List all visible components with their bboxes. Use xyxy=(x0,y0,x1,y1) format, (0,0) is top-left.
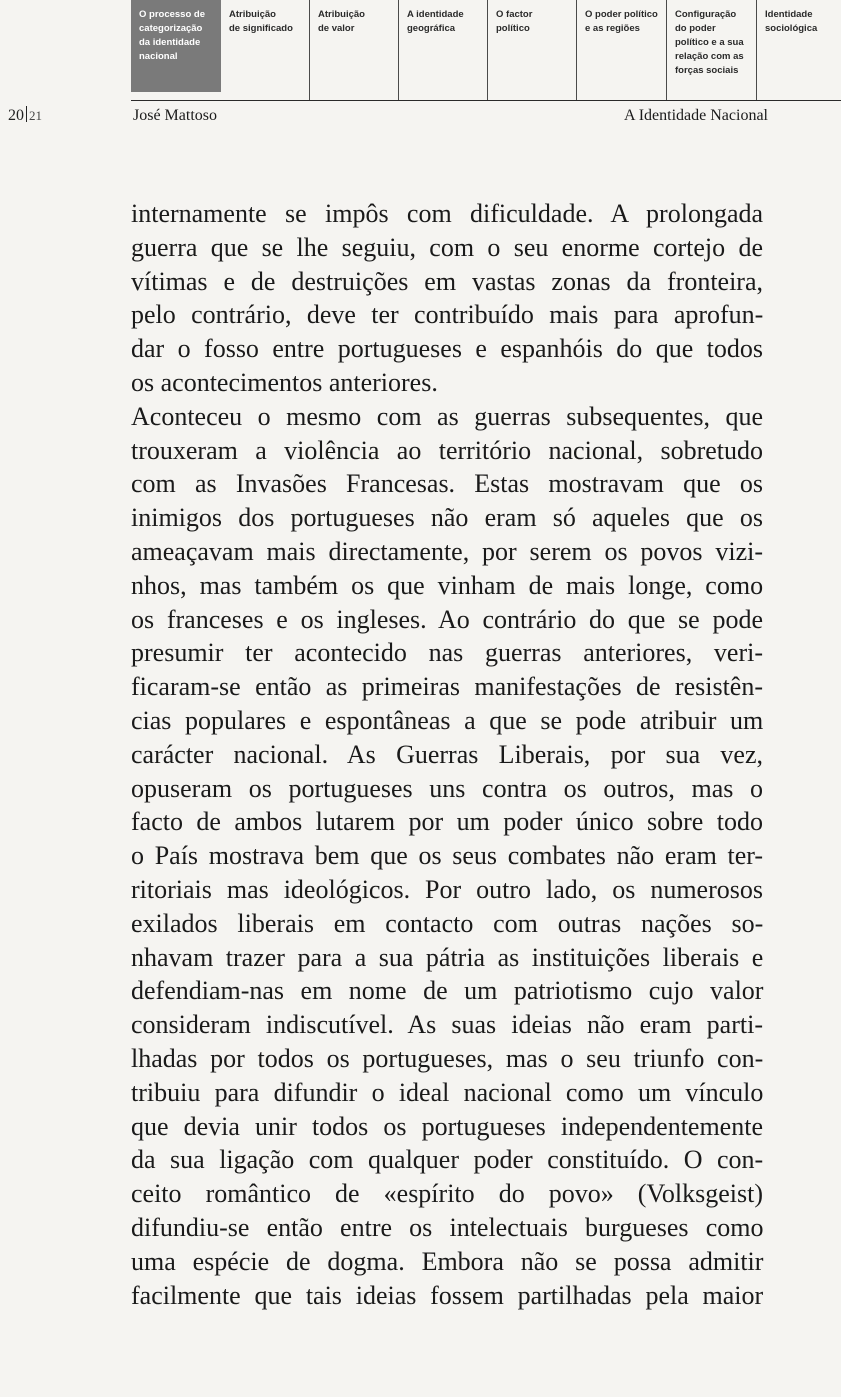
page-number-left: 20 xyxy=(8,107,24,124)
text-line: defendiam-nas em nome de um patriotismo cujo valor xyxy=(131,976,764,1006)
text-line: opuseram os portugueses uns contra os outros, mas o xyxy=(131,773,763,803)
chapter-tab-atribuicao-significado[interactable]: Atribuição de significado xyxy=(229,9,293,34)
chapter-tab-categorizacao[interactable]: O processo de categorização da identidade nacional xyxy=(131,0,221,92)
chapter-navigation xyxy=(0,0,841,100)
text-line: ficaram-se então as primeiras manifestações de resistên- xyxy=(131,672,763,702)
text-line: difundiu-se então entre os intelectuais burgueses como xyxy=(131,1212,764,1242)
chapter-tab-poder-regioes[interactable]: O poder político e as regiões xyxy=(576,0,666,100)
body-text xyxy=(131,197,763,1312)
text-line: internamente se impôs com dificuldade. A prolongada xyxy=(131,199,764,228)
text-line: tribuiu para difundir o ideal nacional como um vínculo xyxy=(131,1077,764,1107)
text-line: presumir ter acontecido nas guerras anteriores, veri- xyxy=(131,638,763,668)
text-line: lhadas por todos os portugueses, mas o seu triunfo con- xyxy=(131,1043,764,1073)
text-line: os franceses e os ingleses. Ao contrário do que se pode xyxy=(131,604,763,634)
text-line: ameaçavam mais directamente, por serem os povos vizi- xyxy=(131,536,763,566)
text-line: consideram indiscutível. As suas ideias não eram parti- xyxy=(131,1010,763,1040)
text-line: inimigos dos portugueses não eram só aqueles que os xyxy=(131,503,763,533)
text-line: vítimas e de destruições em vastas zonas da fronteira, xyxy=(131,266,763,296)
text-line: exilados liberais em contacto com outras nações so- xyxy=(131,908,764,938)
page-number-right: 21 xyxy=(29,108,42,123)
text-line: dar o fosso entre portugueses e espanhóis do que todos xyxy=(131,334,763,364)
running-header xyxy=(0,106,841,128)
text-line: facto de ambos lutarem por um poder único sobre todo xyxy=(131,807,763,837)
text-line: ceito romântico de «espírito do povo» (Volksgeist) xyxy=(131,1179,763,1209)
text-line: o País mostrava bem que os seus combates não eram ter- xyxy=(131,841,764,871)
text-line: pelo contrário, deve ter contribuído mais para aprofun- xyxy=(131,300,764,330)
text-line: nhavam trazer para a sua pátria as instituições liberais e xyxy=(131,942,764,972)
text-line: uma espécie de dogma. Embora não se possa admitir xyxy=(131,1246,764,1276)
book-title: A Identidade Nacional xyxy=(624,107,768,124)
header-rule xyxy=(131,100,841,101)
text-line: com as Invasões Francesas. Estas mostravam que os xyxy=(131,469,763,499)
text-line: facilmente que tais ideias fossem partilhadas pela maior xyxy=(131,1280,764,1310)
text-line: nhos, mas também os que vinham de mais longe, como xyxy=(131,570,764,600)
page-number-separator xyxy=(26,106,27,122)
text-line: trouxeram a violência ao território nacional, sobretudo xyxy=(131,435,763,465)
text-line: os acontecimentos anteriores. xyxy=(131,367,438,397)
text-line: que devia unir todos os portugueses independentemente xyxy=(131,1111,763,1141)
text-line: ritoriais mas ideológicos. Por outro lado, os numerosos xyxy=(131,874,763,904)
chapter-tab-identidade-geografica[interactable]: A identidade geográfica xyxy=(398,0,487,100)
chapter-tab-atribuicao-valor[interactable]: Atribuição de valor xyxy=(309,0,398,100)
author-name: José Mattoso xyxy=(133,107,217,124)
text-line: cias populares e espontâneas a que se pode atribuir um xyxy=(131,705,764,735)
chapter-tab-configuracao-poder[interactable]: Configuração do poder político e a sua relação com as forças sociais xyxy=(666,0,756,100)
text-line: Aconteceu o mesmo com as guerras subsequentes, que xyxy=(131,401,763,431)
chapter-tab-identidade-sociologica[interactable]: Identidade sociológica xyxy=(756,0,841,100)
text-line: da sua ligação com qualquer poder constituído. O con- xyxy=(131,1145,764,1175)
chapter-tab-factor-politico[interactable]: O factor político xyxy=(487,0,576,100)
page-numbers xyxy=(8,106,42,126)
text-line: guerra que se lhe seguiu, com o seu enorme cortejo de xyxy=(131,232,763,262)
text-line: carácter nacional. As Guerras Liberais, por sua vez, xyxy=(131,739,763,769)
